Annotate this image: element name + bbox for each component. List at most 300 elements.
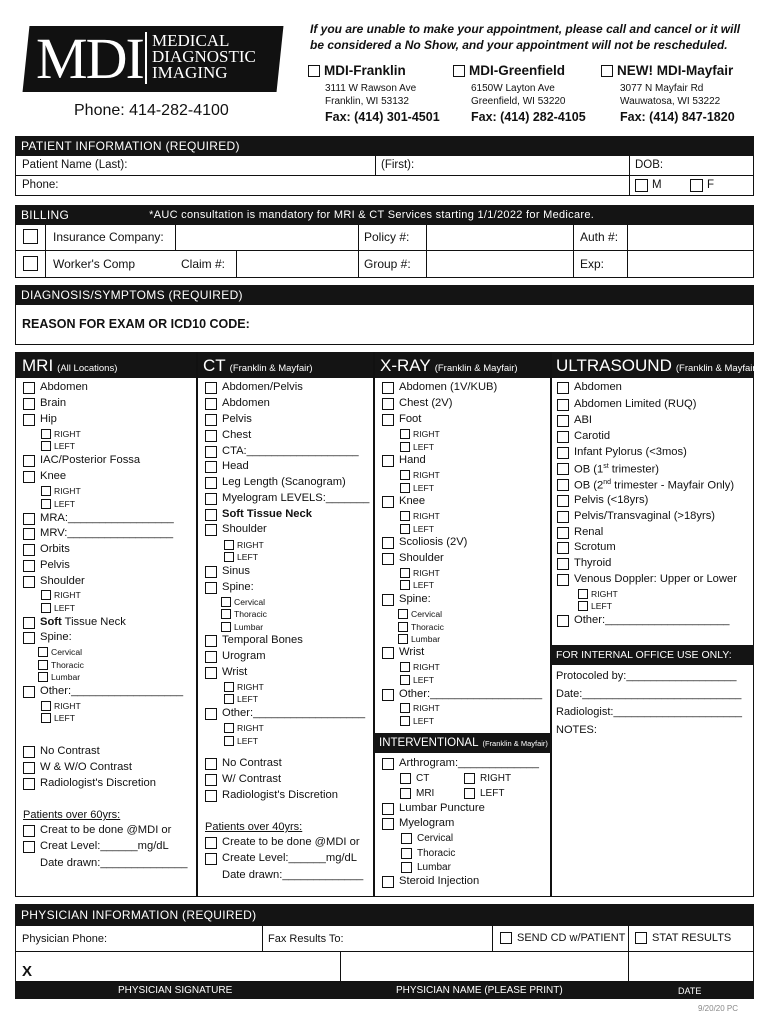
- mri-shoulder[interactable]: [23, 576, 85, 588]
- auth-number[interactable]: Auth #:: [580, 230, 619, 244]
- checkbox[interactable]: [205, 398, 217, 410]
- option-label: RIGHT: [54, 428, 81, 439]
- checkbox[interactable]: [41, 499, 51, 509]
- mayfair-fax: Fax: (414) 847-1820: [620, 110, 735, 124]
- workers-comp-checkbox[interactable]: [23, 256, 38, 271]
- option-label: Myelogram: [399, 817, 455, 830]
- checkbox[interactable]: [23, 746, 35, 758]
- ct-w-contrast[interactable]: [205, 774, 281, 786]
- checkbox[interactable]: [464, 788, 475, 799]
- option-label: F: [707, 178, 715, 191]
- patient-first-name[interactable]: (First):: [381, 159, 415, 171]
- mri-knee-left[interactable]: [41, 499, 75, 509]
- checkbox[interactable]: [578, 589, 588, 599]
- physician-phone[interactable]: Physician Phone:: [22, 933, 107, 945]
- location-mayfair[interactable]: [601, 64, 733, 78]
- checkbox[interactable]: [401, 848, 412, 859]
- checkbox[interactable]: [400, 442, 410, 452]
- option-label: Shoulder: [399, 552, 444, 565]
- xray-other-left[interactable]: [400, 716, 434, 726]
- checkbox[interactable]: [205, 477, 217, 489]
- ct-shoulder-left[interactable]: [224, 552, 258, 562]
- checkbox[interactable]: [382, 553, 394, 565]
- patient-last-name[interactable]: Patient Name (Last):: [22, 159, 128, 171]
- us-abdomen-limited[interactable]: [557, 399, 696, 411]
- checkbox[interactable]: [205, 774, 217, 786]
- checkbox[interactable]: [23, 455, 35, 467]
- checkbox[interactable]: [205, 837, 217, 849]
- option-label: MRI: [416, 787, 435, 799]
- option-label: RIGHT: [591, 588, 618, 599]
- mri-no-contrast[interactable]: [23, 746, 100, 758]
- checkbox[interactable]: [205, 853, 217, 865]
- checkbox[interactable]: [205, 524, 217, 536]
- option-label: RIGHT: [54, 589, 81, 600]
- checkbox[interactable]: [400, 429, 410, 439]
- mri-shoulder-left[interactable]: [41, 603, 75, 613]
- checkbox[interactable]: [205, 708, 217, 720]
- int-steroid-injection[interactable]: [382, 876, 479, 888]
- checkbox[interactable]: [221, 622, 231, 632]
- checkbox[interactable]: [224, 723, 234, 733]
- option-label: Chest (2V): [399, 397, 453, 410]
- checkbox[interactable]: [382, 496, 394, 508]
- checkbox[interactable]: [382, 758, 394, 770]
- checkbox[interactable]: [557, 447, 569, 459]
- stat-results-option[interactable]: [635, 932, 731, 944]
- send-cd-checkbox[interactable]: [500, 932, 512, 944]
- checkbox[interactable]: [41, 486, 51, 496]
- xray-chest[interactable]: [382, 398, 452, 410]
- checkbox[interactable]: [398, 634, 408, 644]
- option-label: Sinus: [222, 565, 250, 578]
- ct-spine-cervical[interactable]: [221, 597, 265, 607]
- checkbox[interactable]: [23, 617, 35, 629]
- sex-male[interactable]: [635, 179, 662, 192]
- mri-abdomen[interactable]: [23, 382, 88, 394]
- ct-other-right[interactable]: [224, 723, 264, 733]
- option-label: Pelvis/Transvaginal (>18yrs): [574, 510, 716, 523]
- checkbox[interactable]: [205, 382, 217, 394]
- mri-other[interactable]: [23, 686, 183, 698]
- checkbox[interactable]: [23, 382, 35, 394]
- int-right[interactable]: [464, 773, 511, 784]
- int-myelo-lumbar[interactable]: [401, 862, 451, 873]
- us-abi[interactable]: [557, 415, 592, 427]
- checkbox[interactable]: [38, 672, 48, 682]
- mri-knee-right[interactable]: [41, 486, 81, 496]
- option-label: RIGHT: [413, 428, 440, 439]
- us-other[interactable]: [557, 615, 730, 627]
- internal-date[interactable]: Date:__________________________: [556, 688, 742, 700]
- checkbox[interactable]: [23, 560, 35, 572]
- ct-soft-tissue[interactable]: [205, 509, 312, 521]
- logo-text: MDI: [36, 26, 143, 91]
- mri-spine[interactable]: [23, 632, 72, 644]
- xray-wrist-left[interactable]: [400, 675, 434, 685]
- checkbox[interactable]: [23, 398, 35, 410]
- checkbox[interactable]: [400, 773, 411, 784]
- physician-bar: PHYSICIAN INFORMATION (REQUIRED): [15, 904, 754, 926]
- us-venous-doppler[interactable]: [557, 574, 737, 586]
- ct-abd-pelvis[interactable]: [205, 382, 303, 394]
- ct-radiologist-discretion[interactable]: [205, 790, 338, 802]
- checkbox[interactable]: [557, 542, 569, 554]
- checkbox[interactable]: [400, 524, 410, 534]
- checkbox[interactable]: [382, 382, 394, 394]
- checkbox[interactable]: [23, 528, 35, 540]
- xray-hand-right[interactable]: [400, 470, 440, 480]
- checkbox[interactable]: [224, 682, 234, 692]
- checkbox[interactable]: [401, 833, 412, 844]
- checkbox[interactable]: [41, 603, 51, 613]
- checkbox[interactable]: [23, 632, 35, 644]
- mri-brain[interactable]: [23, 398, 66, 410]
- checkbox[interactable]: [205, 790, 217, 802]
- us-pelvis-transvaginal[interactable]: [557, 511, 715, 523]
- checkbox[interactable]: [557, 615, 569, 627]
- us-abdomen[interactable]: [557, 382, 622, 394]
- franklin-checkbox[interactable]: [308, 65, 320, 77]
- signature-x: X: [22, 963, 33, 980]
- xray-wrist-right[interactable]: [400, 662, 440, 672]
- checkbox[interactable]: [23, 825, 35, 837]
- checkbox[interactable]: [23, 686, 35, 698]
- option-label: MRV:_________________: [40, 527, 174, 540]
- checkbox[interactable]: [400, 470, 410, 480]
- ct-head[interactable]: [205, 461, 249, 473]
- checkbox[interactable]: [557, 558, 569, 570]
- checkbox[interactable]: [205, 509, 217, 521]
- send-cd-option[interactable]: [500, 932, 625, 944]
- xray-other[interactable]: [382, 689, 542, 701]
- xray-foot[interactable]: [382, 414, 421, 426]
- xray-knee-right[interactable]: [400, 511, 440, 521]
- option-label: Foot: [399, 413, 422, 426]
- checkbox[interactable]: [557, 527, 569, 539]
- checkbox[interactable]: [224, 736, 234, 746]
- us-venous-right[interactable]: [578, 589, 618, 599]
- checkbox[interactable]: [41, 701, 51, 711]
- xray-shoulder[interactable]: [382, 553, 444, 565]
- int-myelo-cervical[interactable]: [401, 833, 453, 844]
- mri-creat-level[interactable]: [23, 841, 169, 853]
- checkbox[interactable]: [23, 841, 35, 853]
- checkbox[interactable]: [557, 431, 569, 443]
- checkbox[interactable]: [23, 576, 35, 588]
- sex-female[interactable]: [690, 179, 714, 192]
- checkbox[interactable]: [382, 689, 394, 701]
- checkbox[interactable]: [205, 758, 217, 770]
- male-checkbox[interactable]: [635, 179, 648, 192]
- checkbox[interactable]: [557, 399, 569, 411]
- int-left[interactable]: [464, 788, 504, 799]
- checkbox[interactable]: [205, 414, 217, 426]
- checkbox[interactable]: [382, 455, 394, 467]
- option-label: Leg Length (Scanogram): [222, 476, 346, 489]
- checkbox[interactable]: [578, 601, 588, 611]
- mri-hip-right[interactable]: [41, 429, 81, 439]
- checkbox[interactable]: [23, 513, 35, 525]
- us-ob-second[interactable]: [557, 479, 734, 492]
- checkbox[interactable]: [400, 703, 410, 713]
- xray-shoulder-right[interactable]: [400, 568, 440, 578]
- mri-shoulder-right[interactable]: [41, 590, 81, 600]
- checkbox[interactable]: [398, 609, 408, 619]
- xray-shoulder-left[interactable]: [400, 580, 434, 590]
- int-myelo-thoracic[interactable]: [401, 848, 455, 859]
- mri-date-drawn[interactable]: Date drawn:______________: [40, 857, 188, 869]
- int-arthrogram[interactable]: [382, 758, 539, 770]
- group-number[interactable]: Group #:: [364, 257, 411, 271]
- policy-number[interactable]: Policy #:: [364, 230, 410, 244]
- mayfair-name: NEW! MDI-Mayfair: [617, 63, 734, 78]
- ct-other-left[interactable]: [224, 736, 258, 746]
- us-venous-left[interactable]: [578, 601, 612, 611]
- us-carotid[interactable]: [557, 431, 610, 443]
- xray-hand-left[interactable]: [400, 483, 434, 493]
- protocoled-by[interactable]: Protocoled by:__________________: [556, 670, 737, 682]
- us-ob-first[interactable]: [557, 463, 659, 476]
- radiologist[interactable]: Radiologist:_____________________: [556, 706, 742, 718]
- option-label: Abdomen/Pelvis: [222, 381, 303, 394]
- ct-shoulder-right[interactable]: [224, 540, 264, 550]
- option-label: LEFT: [413, 482, 435, 493]
- xray-wrist[interactable]: [382, 647, 424, 659]
- option-label: Thyroid: [574, 557, 612, 570]
- ct-myelogram[interactable]: [205, 493, 369, 505]
- checkbox[interactable]: [557, 495, 569, 507]
- ct-wrist-left[interactable]: [224, 694, 258, 704]
- mri-knee[interactable]: [23, 471, 66, 483]
- int-lumbar-puncture[interactable]: [382, 803, 485, 815]
- option-label: OB (1st trimester): [574, 463, 660, 476]
- option-label: RIGHT: [413, 469, 440, 480]
- checkbox[interactable]: [205, 566, 217, 578]
- option-label: OB (2nd trimester - Mayfair Only): [574, 479, 735, 492]
- checkbox[interactable]: [41, 429, 51, 439]
- us-thyroid[interactable]: [557, 558, 611, 570]
- ct-spine-thoracic[interactable]: [221, 609, 267, 619]
- fax-results-to[interactable]: Fax Results To:: [268, 933, 344, 945]
- mri-creat-mdi[interactable]: [23, 825, 171, 837]
- ct-pelvis[interactable]: [205, 414, 252, 426]
- ct-cta[interactable]: [205, 446, 359, 458]
- checkbox[interactable]: [205, 635, 217, 647]
- checkbox[interactable]: [23, 762, 35, 774]
- stat-results-checkbox[interactable]: [635, 932, 647, 944]
- checkbox[interactable]: [224, 540, 234, 550]
- checkbox[interactable]: [400, 662, 410, 672]
- interventional-bar: INTERVENTIONAL (Franklin & Mayfair): [374, 733, 551, 753]
- mri-spine-lumbar[interactable]: [38, 672, 80, 682]
- checkbox[interactable]: [205, 446, 217, 458]
- mri-mra[interactable]: [23, 513, 174, 525]
- checkbox[interactable]: [23, 544, 35, 556]
- us-infant-pylorus[interactable]: [557, 447, 687, 459]
- option-label: LEFT: [413, 579, 435, 590]
- option-label: M: [652, 178, 662, 191]
- checkbox[interactable]: [400, 716, 410, 726]
- checkbox[interactable]: [382, 414, 394, 426]
- main-phone: Phone: 414-282-4100: [74, 102, 229, 119]
- checkbox[interactable]: [557, 382, 569, 394]
- checkbox[interactable]: [382, 876, 394, 888]
- checkbox[interactable]: [382, 818, 394, 830]
- diagnosis-bar: DIAGNOSIS/SYMPTOMS (REQUIRED): [15, 285, 754, 305]
- mri-other-left[interactable]: [41, 713, 75, 723]
- option-label: RIGHT: [54, 700, 81, 711]
- checkbox[interactable]: [464, 773, 475, 784]
- checkbox[interactable]: [382, 594, 394, 606]
- mri-other-right[interactable]: [41, 701, 81, 711]
- ct-abdomen[interactable]: [205, 398, 270, 410]
- greenfield-checkbox[interactable]: [453, 65, 465, 77]
- ct-spine[interactable]: [205, 582, 254, 594]
- checkbox[interactable]: [382, 398, 394, 410]
- ct-create-level[interactable]: [205, 853, 357, 865]
- mri-iac[interactable]: [23, 455, 140, 467]
- greenfield-address: 6150W Layton Ave Greenfield, WI 53220: [471, 83, 566, 107]
- checkbox[interactable]: [400, 511, 410, 521]
- checkbox[interactable]: [557, 511, 569, 523]
- expiration[interactable]: Exp:: [580, 257, 605, 271]
- ct-temporal-bones[interactable]: [205, 635, 303, 647]
- checkbox[interactable]: [382, 647, 394, 659]
- mri-orbits[interactable]: [23, 544, 70, 556]
- mri-mrv[interactable]: [23, 528, 173, 540]
- ct-wrist[interactable]: [205, 667, 247, 679]
- checkbox[interactable]: [23, 414, 35, 426]
- ct-sinus[interactable]: [205, 566, 250, 578]
- ct-create-mdi[interactable]: [205, 837, 360, 849]
- xray-abdomen[interactable]: [382, 382, 497, 394]
- notes[interactable]: NOTES:: [556, 724, 597, 736]
- checkbox[interactable]: [205, 493, 217, 505]
- ct-leg-length[interactable]: [205, 477, 346, 489]
- mri-spine-cervical[interactable]: [38, 647, 82, 657]
- xray-other-right[interactable]: [400, 703, 440, 713]
- female-checkbox[interactable]: [690, 179, 703, 192]
- ct-wrist-right[interactable]: [224, 682, 264, 692]
- xray-knee-left[interactable]: [400, 524, 434, 534]
- checkbox[interactable]: [205, 582, 217, 594]
- physician-name-label: PHYSICIAN NAME (PLEASE PRINT): [396, 985, 563, 996]
- checkbox[interactable]: [41, 590, 51, 600]
- ct-no-contrast[interactable]: [205, 758, 282, 770]
- claim-number[interactable]: Claim #:: [181, 257, 226, 271]
- checkbox[interactable]: [400, 568, 410, 578]
- franklin-name: MDI-Franklin: [324, 63, 406, 78]
- us-pelvis[interactable]: [557, 495, 648, 507]
- int-myelogram[interactable]: [382, 818, 454, 830]
- checkbox[interactable]: [41, 713, 51, 723]
- patient-phone[interactable]: Phone:: [22, 179, 59, 191]
- checkbox[interactable]: [557, 574, 569, 586]
- checkbox[interactable]: [205, 461, 217, 473]
- us-renal[interactable]: [557, 527, 603, 539]
- ct-urogram[interactable]: [205, 651, 266, 663]
- checkbox[interactable]: [382, 803, 394, 815]
- internal-office-bar: FOR INTERNAL OFFICE USE ONLY:: [551, 645, 754, 665]
- xray-scoliosis[interactable]: [382, 537, 467, 549]
- checkbox[interactable]: [557, 463, 569, 475]
- checkbox[interactable]: [205, 651, 217, 663]
- checkbox[interactable]: [382, 537, 394, 549]
- mri-pelvis[interactable]: [23, 560, 70, 572]
- xray-hand[interactable]: [382, 455, 426, 467]
- checkbox[interactable]: [205, 430, 217, 442]
- checkbox[interactable]: [400, 580, 410, 590]
- checkbox[interactable]: [224, 552, 234, 562]
- mri-radiologist-discretion[interactable]: [23, 778, 156, 790]
- mri-soft-tissue[interactable]: [23, 617, 126, 629]
- xray-spine[interactable]: [382, 594, 431, 606]
- int-ct[interactable]: [400, 773, 429, 784]
- xray-foot-right[interactable]: [400, 429, 440, 439]
- xray-knee[interactable]: [382, 496, 425, 508]
- mayfair-checkbox[interactable]: [601, 65, 613, 77]
- checkbox[interactable]: [224, 694, 234, 704]
- checkbox[interactable]: [23, 778, 35, 790]
- checkbox[interactable]: [205, 667, 217, 679]
- checkbox[interactable]: [557, 415, 569, 427]
- checkbox[interactable]: [221, 597, 231, 607]
- option-label: IAC/Posterior Fossa: [40, 454, 141, 467]
- mayfair-address: 3077 N Mayfair Rd Wauwatosa, WI 53222: [620, 83, 721, 107]
- ct-chest[interactable]: [205, 430, 251, 442]
- ct-shoulder[interactable]: [205, 524, 267, 536]
- option-label: LEFT: [413, 715, 435, 726]
- mri-hip[interactable]: [23, 414, 57, 426]
- checkbox[interactable]: [400, 788, 411, 799]
- insurance-checkbox[interactable]: [23, 229, 38, 244]
- xray-spine-lumbar[interactable]: [398, 634, 440, 644]
- ct-spine-lumbar[interactable]: [221, 622, 263, 632]
- checkbox[interactable]: [41, 441, 51, 451]
- ct-other[interactable]: [205, 708, 365, 720]
- option-label: LEFT: [591, 600, 613, 611]
- checkbox[interactable]: [400, 483, 410, 493]
- location-greenfield[interactable]: [453, 64, 565, 78]
- checkbox[interactable]: [401, 862, 412, 873]
- us-scrotum[interactable]: [557, 542, 616, 554]
- checkbox[interactable]: [38, 647, 48, 657]
- checkbox[interactable]: [400, 675, 410, 685]
- xray-foot-left[interactable]: [400, 442, 434, 452]
- mri-hip-left[interactable]: [41, 441, 75, 451]
- mri-spine-thoracic[interactable]: [38, 660, 84, 670]
- patient-dob[interactable]: DOB:: [635, 159, 664, 171]
- xray-spine-thoracic[interactable]: [398, 622, 444, 632]
- xray-spine-cervical[interactable]: [398, 609, 442, 619]
- checkbox[interactable]: [221, 609, 231, 619]
- option-label: SEND CD w/PATIENT: [517, 931, 626, 944]
- option-label: RIGHT: [237, 539, 264, 550]
- checkbox[interactable]: [398, 622, 408, 632]
- insurance-company[interactable]: Insurance Company:: [53, 230, 164, 244]
- checkbox[interactable]: [23, 471, 35, 483]
- location-franklin[interactable]: [308, 64, 406, 78]
- option-label: Scoliosis (2V): [399, 536, 468, 549]
- option-label: W/ Contrast: [222, 773, 282, 786]
- int-mri[interactable]: [400, 788, 434, 799]
- mri-w-wo-contrast[interactable]: [23, 762, 132, 774]
- checkbox[interactable]: [557, 479, 569, 491]
- option-label: Thoracic: [417, 847, 456, 859]
- checkbox[interactable]: [38, 660, 48, 670]
- ct-date-drawn[interactable]: Date drawn:_____________: [222, 869, 364, 881]
